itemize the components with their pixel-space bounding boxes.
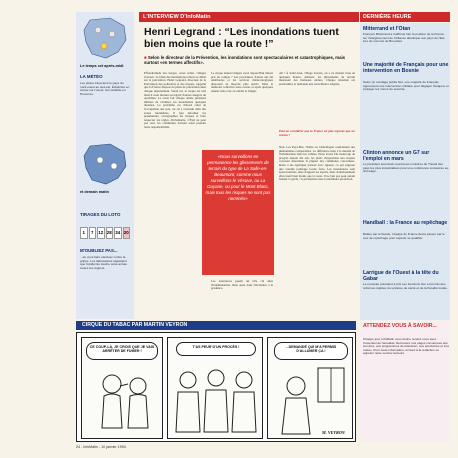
right-item-head: Une majorité de Français pour une intervention en Bosnie [363,62,449,74]
lotto-ball: 12 [97,227,105,239]
comic-panel-3 [267,337,353,439]
lotto-section-head: TIRAGES DU LOTO [80,212,121,217]
article-column-3: Ah ! À Saint-Jean, village évacué, on a vu monter l'eau en quelques heures. Ailleurs, les glissements de terrain menacent des hameaux entiers. Chaque situation est particulière et demande une surveillance adaptée. [279,71,355,86]
weather-section-head: LA MÉTÉO [80,74,103,79]
headline: Henri Legrand : “Les inondations tuent bien moins que la route !” [144,26,339,50]
bullet-icon: ■ [144,55,147,60]
right-item-text: Selon un sondage publié hier, une majorité de Français approuvent une intervention militaire pour dégager Sarajevo et protéger les zones de sécurité. [363,80,449,92]
page-footer: 24 - InfoMatin - 10 janvier 1994 [76,445,126,449]
right-tag: DERNIÈRE HEURE [360,12,450,22]
article-column-1: Effondrement des berges, crues éclair, villages évacués : le bilan des inondations relance le débat sur la prévention. Henri Legrand, directeur de la Prévention des pollutions et des risques, rappelle que la France dispose de plans de prévention dans chaque département. Selon lui, le risque est réel mais il reste mesuré au regard d'autres dangers du quotidien. La route fait chaque année plusieurs milliers de victimes, les inondations quelques dizaines. Le problème est d'abord celui de l'occupation des sols, car on a construit dans des zones inondables. Il faut informer les populations, cartographier les risques et faire respecter les règles d'urbanisme. L'État ne peut pas tout, les communes doivent aussi prendre leurs responsabilités. [144,71,206,129]
right-item-head: Mitterrand et l'Otan [363,26,411,32]
lotto-complementaire: 20 [123,227,131,239]
france-night-map-icon [80,142,130,187]
article-column-2-tail: Les assurances jouent un rôle clé dans l'indemnisation, mais aussi dans l'incitation à la prudence. [211,279,273,291]
interview-tag: L'INTERVIEW D'InfoMatin [139,12,359,22]
interview-question: Peut-on considérer que la France est plus exposée que ses voisins ? [279,129,355,137]
left-sidebar [76,12,134,319]
cartoon-band: CIRQUE DU TABAC PAR MARTIN VEYRON [76,321,356,330]
lotto-ball: 7 [89,227,97,239]
ad-text: Chaque jour, InfoMatin vous donne rendez-vous avec l'essentiel de l'actualité. Retrouvez nos pages consacrées aux services, aux programmes de télévision, aux spectacles et à la météo. Pour toute information, écrivez à la rédaction ou appelez notre service lecteurs. [363,337,449,356]
comic-panel-2 [167,337,263,439]
right-item-text: Le président américain réunira les ministres du Travail des pays les plus industrialisés pour une conférence consacrée au chômage. [363,162,449,174]
comic-strip [76,332,356,442]
smoker-figure-icon [92,366,154,436]
speech-bubble: ...DEMANDÉ QUI M'A PERMIS D'ALLUMER ÇA ! [274,342,348,360]
france-weather-map-icon [80,16,130,61]
lead-text: Selon le directeur de la Prévention, les inondations sont spectaculaires et catastrophiques, mais surtout «en termes affectifs». [144,55,346,65]
right-item-head: Larrigue de l'Ouest à la tête du Gabar [363,270,439,282]
lotto-numbers [80,227,130,237]
weather-text: Les pluies traversent le pays du nord-ouest au sud-est. Éclaircies en soirée sur l'ouest, ciel variable en Provence. [80,81,130,96]
man-at-window-icon [274,364,348,436]
weather-caption: Le temps cet après-midi [80,64,124,68]
ad-title: ATTENDEZ VOUS À SAVOIR... [363,323,437,329]
right-item-head: Handball : la France au repêchage [363,220,448,226]
speech-bubble: T'AS PEUR D'UN PROCÈS ! [176,342,256,356]
article-column-3-tail: Non. Les Pays-Bas, l'Italie ou l'Allemagne connaissent des phénomènes comparables. La différence tient à la densité de l'urbanisation dans les vallées. Nous avons fait beaucoup de progrès depuis dix ans, les plans d'exposition aux risques couvrent désormais la plupart des communes concernées. Reste à les appliquer partout avec rigueur, ce qui suppose une volonté politique locale forte. Les inondations sont spectaculaires, elles frappent les esprits, mais statistiquement elles tuent bien moins que la route. Il ne faut pas pour autant baisser la garde : la prévention reste la meilleure protection. [279,145,355,182]
lead-paragraph [144,55,354,65]
news-section-head: M'OUBLIEZ PAS... [80,248,118,253]
lotto-ball: 34 [114,227,122,239]
news-text: ...de vous faire vacciner contre la grippe. Les laboratoires rappellent que l'épidémie touche cette année toutes les régions. [80,255,128,270]
speech-bubble: CE COUP-LÀ, JE CROIS QUE JE VAIS ARRÊTER DE FUMER ! [86,342,158,360]
night-label: et demain matin [80,190,109,194]
comic-panel-1 [81,337,163,439]
crowd-figures-icon [172,360,260,436]
lotto-ball: 1 [80,227,88,239]
article-column-2: Le risque naturel majeur est-il aujourd'hui mieux pris en compte ? Les procédures d'alerte ont été améliorées et les services météorologiques disposent de moyens plus précis. Mais la mémoire collective reste courte, et après quelques années sans crue on oublie le danger. [211,71,273,93]
right-item-head: Clinton annonce un G7 sur l'emploi en mars [363,150,430,162]
right-item-text: Le nouveau président a pris ses fonctions hier et promis des réformes rapides du système de santé et de la fiscalité locale. [363,282,448,290]
right-item-text: François Mitterrand a réaffirmé hier la position de la France sur l'élargissement de l'Alliance atlantique aux pays de l'Est, lors du sommet de Bruxelles. [363,32,446,44]
pull-quote: «Nous surveillons en permanence les glissements de terrain du type de La Salle-en-Beaumont, comme nous surveillons le Vésuve, ou La Guyane, ou pour le Mont Blanc, mais tous les risques ne sont pas nommés» [202,150,274,275]
cartoonist-signature: M. VEYRON [322,430,345,435]
lotto-ball: 28 [106,227,114,239]
right-item-text: Battue par la Suède, l'équipe de France devra passer par le tour de repêchage pour espérer se qualifier. [363,232,445,240]
